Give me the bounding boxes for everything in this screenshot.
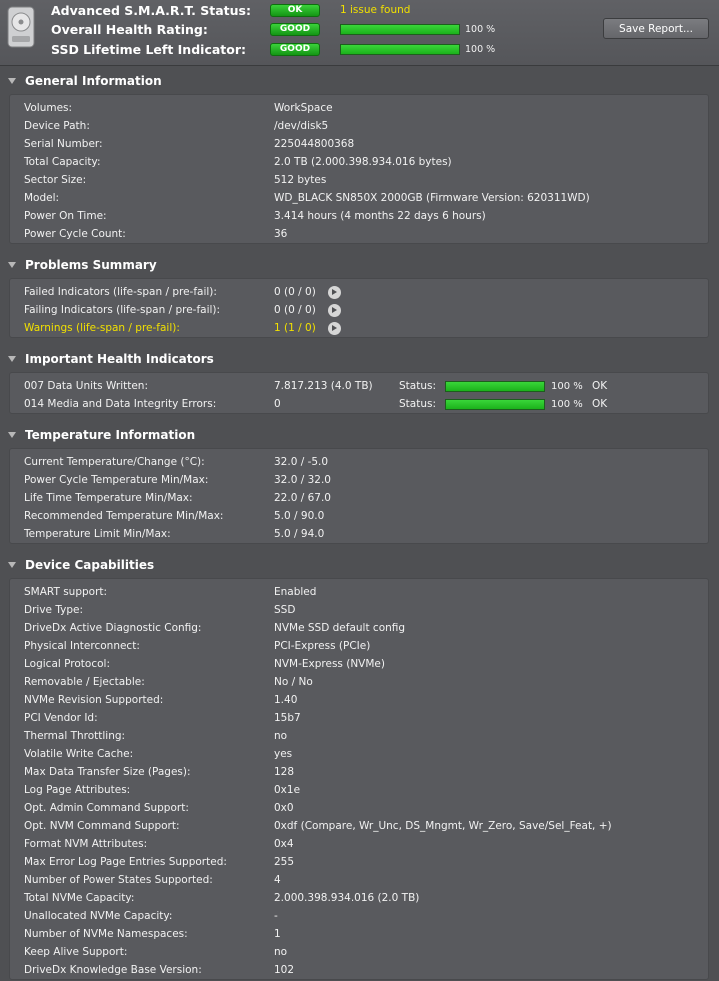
section-temperature-toggle[interactable] xyxy=(8,426,195,444)
status-label: Status: xyxy=(399,398,436,410)
status-header xyxy=(0,0,719,66)
row-label: Volatile Write Cache: xyxy=(24,748,134,760)
row-value: 0x1e xyxy=(274,784,301,796)
row-value: Enabled xyxy=(274,586,317,598)
row-label: 014 Media and Data Integrity Errors: xyxy=(24,398,217,410)
row-value: WD_BLACK SN850X 2000GB (Firmware Version: 620311WD) xyxy=(274,192,590,204)
section-problems-toggle[interactable] xyxy=(8,256,157,274)
row-label: Max Data Transfer Size (Pages): xyxy=(24,766,191,778)
row-label: Sector Size: xyxy=(24,174,87,186)
row-label: PCI Vendor Id: xyxy=(24,712,98,724)
row-value: 0x4 xyxy=(274,838,294,850)
info-row xyxy=(24,117,704,135)
row-value: PCI-Express (PCIe) xyxy=(274,640,371,652)
hard-drive-icon xyxy=(6,6,36,48)
row-value: SSD xyxy=(274,604,296,616)
status-label: Status: xyxy=(399,380,436,392)
info-row xyxy=(24,153,704,171)
arrow-right-circle-icon[interactable] xyxy=(328,322,341,335)
row-label: Physical Interconnect: xyxy=(24,640,140,652)
row-label: Log Page Attributes: xyxy=(24,784,131,796)
lifetime-left-label: SSD Lifetime Left Indicator: xyxy=(51,41,247,57)
row-value: 0 xyxy=(274,398,281,410)
info-row xyxy=(24,889,704,907)
section-temperature-title: Temperature Information xyxy=(25,428,196,442)
info-row xyxy=(24,171,704,189)
section-general-toggle[interactable] xyxy=(8,72,162,90)
row-value: - xyxy=(274,910,278,922)
lifetime-left-badge: GOOD xyxy=(270,43,320,56)
row-label: Volumes: xyxy=(24,102,73,114)
row-value: 225044800368 xyxy=(274,138,355,150)
row-label: Failing Indicators (life-span / pre-fail): xyxy=(24,304,221,316)
info-row xyxy=(24,99,704,117)
row-value: 1.40 xyxy=(274,694,298,706)
info-row xyxy=(24,871,704,889)
health-rating-bar xyxy=(340,24,460,35)
row-value: WorkSpace xyxy=(274,102,333,114)
row-value: 7.817.213 (4.0 TB) xyxy=(274,380,373,392)
row-label: Warnings (life-span / pre-fail): xyxy=(24,322,180,334)
row-value: 255 xyxy=(274,856,295,868)
disclosure-triangle-icon xyxy=(8,78,16,84)
row-label: Max Error Log Page Entries Supported: xyxy=(24,856,227,868)
row-value: 512 bytes xyxy=(274,174,327,186)
info-row xyxy=(24,745,704,763)
row-label: Power On Time: xyxy=(24,210,107,222)
disclosure-triangle-icon xyxy=(8,356,16,362)
status-bar xyxy=(445,399,545,410)
arrow-right-circle-icon[interactable] xyxy=(328,286,341,299)
row-value: 1 (1 / 0) xyxy=(274,322,316,334)
general-info-panel xyxy=(9,94,709,244)
disclosure-triangle-icon xyxy=(8,432,16,438)
health-rating-label: Overall Health Rating: xyxy=(51,21,208,37)
row-value: yes xyxy=(274,748,293,760)
info-row xyxy=(24,583,704,601)
lifetime-left-bar xyxy=(340,44,460,55)
status-state: OK xyxy=(592,398,608,410)
row-label: Keep Alive Support: xyxy=(24,946,128,958)
temperature-panel xyxy=(9,448,709,544)
row-value: 102 xyxy=(274,964,295,976)
row-value: no xyxy=(274,730,288,742)
info-row xyxy=(24,673,704,691)
info-row xyxy=(24,319,704,337)
row-value: 22.0 / 67.0 xyxy=(274,492,331,504)
row-label: Unallocated NVMe Capacity: xyxy=(24,910,173,922)
health-rating-badge: GOOD xyxy=(270,23,320,36)
row-label: Logical Protocol: xyxy=(24,658,110,670)
info-row xyxy=(24,489,704,507)
row-label: Number of NVMe Namespaces: xyxy=(24,928,188,940)
info-row xyxy=(24,619,704,637)
row-value: 4 xyxy=(274,874,281,886)
info-row xyxy=(24,943,704,961)
row-value: 36 xyxy=(274,228,288,240)
status-percent: 100 % xyxy=(551,380,583,392)
row-value: No / No xyxy=(274,676,313,688)
row-value: 5.0 / 94.0 xyxy=(274,528,325,540)
row-value: 32.0 / -5.0 xyxy=(274,456,329,468)
info-row xyxy=(24,525,704,543)
row-label: Serial Number: xyxy=(24,138,103,150)
capabilities-panel xyxy=(9,578,709,980)
health-rating-percent: 100 % xyxy=(465,23,496,35)
row-label: Total Capacity: xyxy=(24,156,101,168)
row-label: Drive Type: xyxy=(24,604,83,616)
info-row xyxy=(24,691,704,709)
disclosure-triangle-icon xyxy=(8,262,16,268)
info-row xyxy=(24,283,704,301)
info-row xyxy=(24,207,704,225)
row-label: Number of Power States Supported: xyxy=(24,874,213,886)
info-row xyxy=(24,727,704,745)
row-value: no xyxy=(274,946,288,958)
info-row xyxy=(24,907,704,925)
section-health-title: Important Health Indicators xyxy=(25,352,214,366)
row-label: Failed Indicators (life-span / pre-fail): xyxy=(24,286,217,298)
row-label: DriveDx Knowledge Base Version: xyxy=(24,964,202,976)
save-report-button[interactable]: Save Report... xyxy=(603,18,709,39)
info-row xyxy=(24,471,704,489)
row-value: /dev/disk5 xyxy=(274,120,329,132)
smart-status-row xyxy=(51,0,410,20)
row-value: 15b7 xyxy=(274,712,301,724)
row-label: Device Path: xyxy=(24,120,90,132)
row-value: 0x0 xyxy=(274,802,294,814)
row-label: 007 Data Units Written: xyxy=(24,380,149,392)
status-bar xyxy=(445,381,545,392)
info-row xyxy=(24,225,704,243)
health-rating-row xyxy=(51,19,495,39)
health-indicators-panel xyxy=(9,372,709,414)
info-row xyxy=(24,135,704,153)
info-row xyxy=(24,853,704,871)
section-capabilities-toggle[interactable] xyxy=(8,556,154,574)
info-row xyxy=(24,301,704,319)
info-row xyxy=(24,961,704,979)
row-value: NVM-Express (NVMe) xyxy=(274,658,385,670)
lifetime-left-percent: 100 % xyxy=(465,43,496,55)
section-problems-title: Problems Summary xyxy=(25,258,157,272)
row-label: DriveDx Active Diagnostic Config: xyxy=(24,622,202,634)
info-row xyxy=(24,799,704,817)
disclosure-triangle-icon xyxy=(8,562,16,568)
row-value: 5.0 / 90.0 xyxy=(274,510,325,522)
row-label: Life Time Temperature Min/Max: xyxy=(24,492,193,504)
status-percent: 100 % xyxy=(551,398,583,410)
row-label: Total NVMe Capacity: xyxy=(24,892,135,904)
row-label: NVMe Revision Supported: xyxy=(24,694,164,706)
row-value: 3.414 hours (4 months 22 days 6 hours) xyxy=(274,210,486,222)
info-row xyxy=(24,835,704,853)
smart-status-badge: OK xyxy=(270,4,320,17)
row-label: Temperature Limit Min/Max: xyxy=(24,528,171,540)
info-row xyxy=(24,817,704,835)
info-row xyxy=(24,637,704,655)
info-row xyxy=(24,763,704,781)
info-row xyxy=(24,395,704,413)
smart-issue-text: 1 issue found xyxy=(340,4,411,16)
row-value: 0 (0 / 0) xyxy=(274,304,316,316)
row-value: 2.0 TB (2.000.398.934.016 bytes) xyxy=(274,156,452,168)
info-row xyxy=(24,655,704,673)
row-value: 0xdf (Compare, Wr_Unc, DS_Mngmt, Wr_Zero, Save/Sel_Feat, +) xyxy=(274,820,612,832)
smart-status-label: Advanced S.M.A.R.T. Status: xyxy=(51,2,251,18)
info-row xyxy=(24,781,704,799)
info-row xyxy=(24,601,704,619)
info-row xyxy=(24,709,704,727)
arrow-right-circle-icon[interactable] xyxy=(328,304,341,317)
row-value: 128 xyxy=(274,766,295,778)
problems-panel xyxy=(9,278,709,338)
row-label: Format NVM Attributes: xyxy=(24,838,148,850)
row-value: 0 (0 / 0) xyxy=(274,286,316,298)
status-state: OK xyxy=(592,380,608,392)
row-value: NVMe SSD default config xyxy=(274,622,406,634)
row-label: Model: xyxy=(24,192,60,204)
row-label: Current Temperature/Change (°C): xyxy=(24,456,205,468)
row-label: SMART support: xyxy=(24,586,108,598)
section-capabilities-title: Device Capabilities xyxy=(25,558,155,572)
info-row xyxy=(24,925,704,943)
row-label: Thermal Throttling: xyxy=(24,730,126,742)
row-label: Power Cycle Temperature Min/Max: xyxy=(24,474,209,486)
section-general-title: General Information xyxy=(25,74,162,88)
section-health-toggle[interactable] xyxy=(8,350,214,368)
row-label: Recommended Temperature Min/Max: xyxy=(24,510,224,522)
info-row xyxy=(24,377,704,395)
row-value: 32.0 / 32.0 xyxy=(274,474,331,486)
lifetime-left-row xyxy=(51,39,495,59)
row-value: 1 xyxy=(274,928,281,940)
row-label: Opt. NVM Command Support: xyxy=(24,820,180,832)
info-row xyxy=(24,453,704,471)
info-row xyxy=(24,189,704,207)
row-value: 2.000.398.934.016 (2.0 TB) xyxy=(274,892,420,904)
info-row xyxy=(24,507,704,525)
row-label: Opt. Admin Command Support: xyxy=(24,802,189,814)
row-label: Power Cycle Count: xyxy=(24,228,126,240)
row-label: Removable / Ejectable: xyxy=(24,676,145,688)
